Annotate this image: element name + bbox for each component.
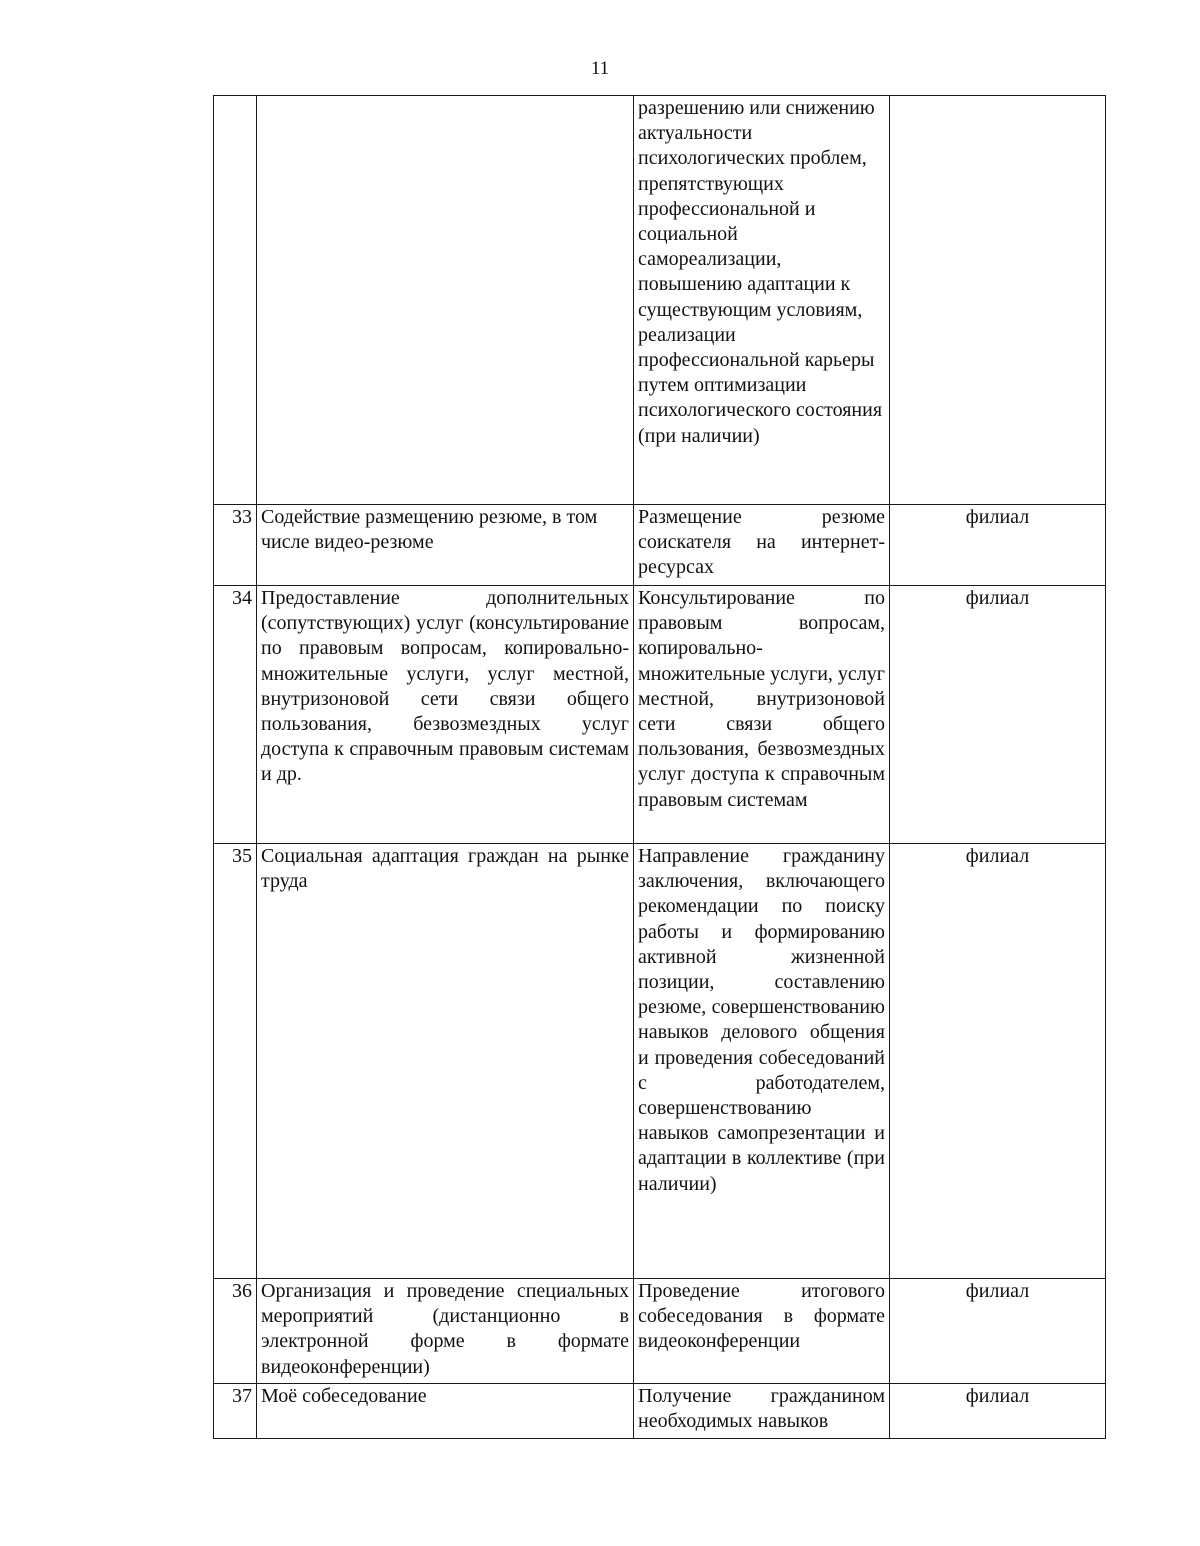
executor-cell [890,96,1106,505]
row-number-cell [214,505,257,586]
result-cell [634,586,890,844]
executor-cell [890,844,1106,1279]
service-text: Предоставление дополнительных (сопутствующих) услуг (консультирование по правовым вопросам, копировально-множительные услуги, услуг местной, внутризоновой сети связи общего пользования, безвозмездных услуг доступа к справочным правовым системам и др. [261,587,629,786]
service-cell [257,505,634,586]
service-text: Содействие размещению резюме, в том числе видео-резюме [261,506,598,554]
row-number-cell [214,844,257,1279]
service-text: Организация и проведение специальных мероприятий (дистанционно в электронной форме в формате видеоконференции) [261,1280,629,1378]
result-cell [634,1279,890,1384]
row-number-cell [214,586,257,844]
row-number: 35 [232,845,252,867]
row-number-cell [214,1384,257,1439]
service-text: Моё собеседование [261,1385,427,1407]
executor-cell [890,1279,1106,1384]
services-table [213,95,1106,1439]
row-number-cell [214,96,257,505]
table-row [214,586,1106,844]
page-number: 11 [590,58,610,79]
executor-cell [890,586,1106,844]
executor-text: филиал [965,506,1030,528]
row-number: 37 [232,1385,252,1407]
table-row [214,1279,1106,1384]
result-cell [634,1384,890,1439]
executor-text: филиал [965,845,1030,867]
executor-text: филиал [965,587,1030,609]
result-text: Проведение итогового собеседования в формате видеоконференции [638,1280,885,1353]
service-cell [257,1279,634,1384]
result-text: Консультирование по правовым вопросам, копировально-множительные услуги, услуг местной, внутризоновой сети связи общего пользования, безвозмездных услуг доступа к справочным правовым системам [638,587,885,811]
result-cell [634,844,890,1279]
table-row [214,505,1106,586]
executor-cell [890,1384,1106,1439]
row-number-cell [214,1279,257,1384]
service-cell [257,844,634,1279]
service-text: Социальная адаптация граждан на рынке труда [261,845,629,893]
result-text: Получение гражданином необходимых навыков [638,1385,885,1433]
result-text: Размещение резюме соискателя на интернет-ресурсах [638,506,885,579]
result-text: разрешению или снижению актуальности психологических проблем, препятствующих профессиональной и социальной самореализации, повышению адаптации к существующим условиям, реализации профессиональной карьеры путем оптимизации психологического состояния (при наличии) [638,97,883,447]
result-text: Направление гражданину заключения, включающего рекомендации по поиску работы и формированию активной жизненной позиции, составлению резюме, совершенствованию навыков делового общения и проведения собеседований с работодателем, совершенствованию навыков самопрезентации и адаптации в коллективе (при наличии) [638,845,885,1195]
row-number: 34 [232,587,252,609]
executor-cell [890,505,1106,586]
executor-text: филиал [965,1385,1030,1407]
result-cell [634,505,890,586]
table-row [214,96,1106,505]
service-cell [257,1384,634,1439]
service-cell [257,586,634,844]
service-cell [257,96,634,505]
row-number: 33 [232,506,252,528]
executor-text: филиал [965,1280,1030,1302]
result-cell [634,96,890,505]
row-number: 36 [232,1280,252,1302]
table-row [214,844,1106,1279]
table-row [214,1384,1106,1439]
